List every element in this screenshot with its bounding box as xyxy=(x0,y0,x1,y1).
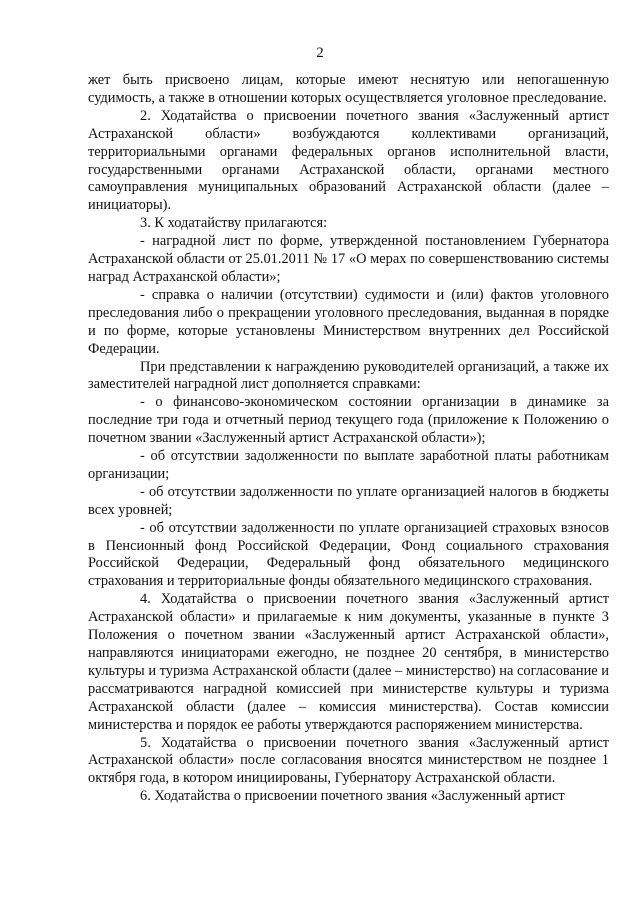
paragraph-2-initiators: 2. Ходатайства о присвоении почетного звания «Заслуженный артист Астраханской области» возбуждаются коллективами организаций, территориальными органами федеральных органов исполнительной власти, государственными органами Астраханской области, органами местного самоуправления муниципальных образований Астраханской области (далее – инициаторы). xyxy=(88,107,609,214)
list-item-tax-debt: - об отсутствии задолженности по уплате организацией налогов в бюджеты всех уровней; xyxy=(88,483,609,518)
page-number: 2 xyxy=(316,45,324,61)
paragraph-5-governor: 5. Ходатайства о присвоении почетного звания «Заслуженный артист Астраханской области» после согласования вносятся министерством не позднее 1 октября года, в котором инициированы, Губернатору Астраханской области. xyxy=(88,734,609,787)
paragraph-3-attachments-heading: 3. К ходатайству прилагаются: xyxy=(140,215,328,232)
list-item-award-sheet: - наградной лист по форме, утвержденной постановлением Губернатора Астраханской области от 25.01.2011 № 17 «О мерах по совершенствованию системы наград Астраханской области»; xyxy=(88,233,609,285)
paragraph-managers-certificates: При представлении к награждению руководителей организаций, а также их заместителей наградной лист дополняется справками: xyxy=(88,358,609,393)
paragraph-1-continuation: жет быть присвоено лицам, которые имеют неснятую или непогашенную судимость, а также в отношении которых осуществляется уголовное преследование. xyxy=(88,72,609,106)
paragraph-4-submission: 4. Ходатайства о присвоении почетного звания «Заслуженный артист Астраханской области» и прилагаемые к ним документы, указанные в пункте 3 Положения о почетном звании «Заслуженный артист Астраханской области», направляются инициаторами ежегодно, не позднее 20 сентября, в министерство культуры и туризма Астраханской области (далее – министерство) на согласование и рассматриваются наградной комиссией при министерстве культуры и туризма Астраханской области (далее – комиссия министерства). Состав комиссии министерства и порядок ее работы утверждаются распоряжением министерства. xyxy=(88,591,609,733)
list-item-insurance-debt: - об отсутствии задолженности по уплате организацией страховых взносов в Пенсионный фонд Российской Федерации, Фонд социального страхования Российской Федерации, Федеральный фонд обязательного медицинского страхования и территориальные фонды обязательного медицинского страхования. xyxy=(88,519,609,590)
list-item-criminal-record-certificate: - справка о наличии (отсутствии) судимости и (или) фактов уголовного преследования либо о прекращении уголовного преследования, выданная в порядке и по форме, которые установлены Министерством внутренних дел Российской Федерации. xyxy=(88,286,609,357)
document-body xyxy=(88,72,609,806)
paragraph-6-start: 6. Ходатайства о присвоении почетного звания «Заслуженный артист xyxy=(140,788,565,805)
list-item-financial-state: - о финансово-экономическом состоянии организации в динамике за последние три года и отчетный период текущего года (приложение к Положению о почетном звании «Заслуженный артист Астраханской области»); xyxy=(88,394,609,447)
list-item-salary-debt: - об отсутствии задолженности по выплате заработной платы работникам организации; xyxy=(88,448,609,482)
